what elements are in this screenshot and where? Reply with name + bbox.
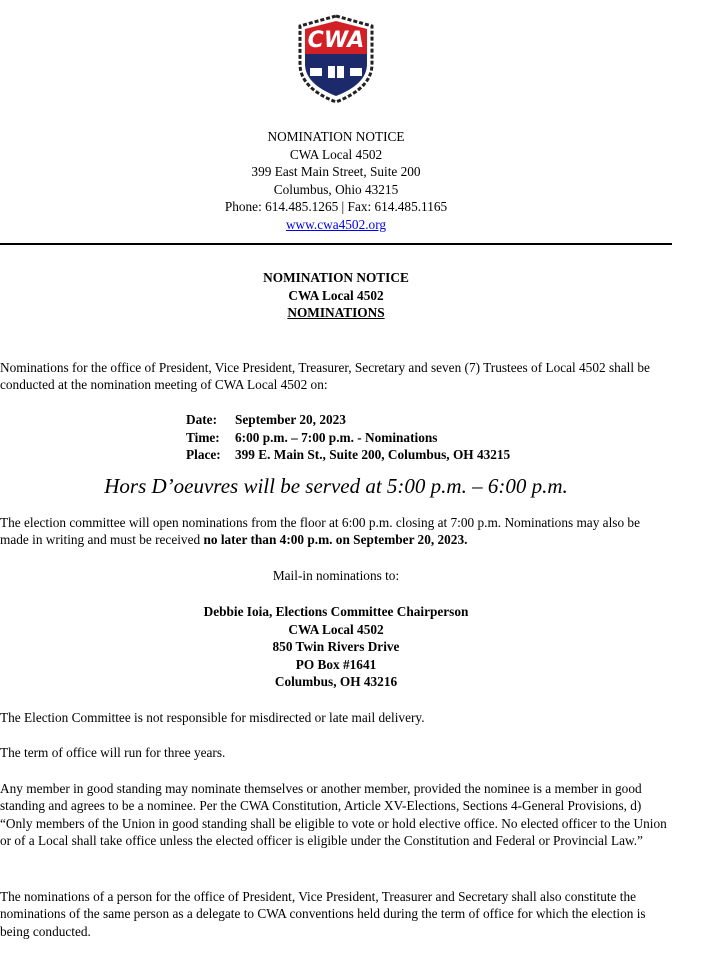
letterhead-line: Phone: 614.485.1265 | Fax: 614.485.1165: [224, 199, 448, 215]
address-line: PO Box #1641: [295, 656, 377, 672]
notice-title-nominations: NOMINATIONS: [287, 305, 385, 321]
detail-label: Time:: [186, 429, 220, 445]
detail-value: 399 E. Main St., Suite 200, Columbus, OH 43215: [235, 447, 511, 463]
detail-label: Place:: [186, 447, 221, 463]
header-divider: [0, 243, 672, 245]
detail-value: September 20, 2023: [235, 412, 346, 427]
mail-in-label: Mail-in nominations to:: [272, 568, 400, 583]
detail-label: Date:: [186, 412, 218, 427]
detail-value: 6:00 p.m. – 7:00 p.m. - Nominations: [235, 429, 438, 445]
letterhead: [0, 128, 672, 234]
website-link[interactable]: www.cwa4502.org: [285, 216, 387, 232]
letterhead-line: CWA Local 4502: [289, 146, 383, 162]
notice-title-line: NOMINATION NOTICE: [263, 270, 409, 285]
detail-row-time: [186, 429, 510, 447]
address-line: Columbus, OH 43216: [274, 674, 398, 690]
notice-title-line: CWA Local 4502: [288, 287, 384, 303]
not-responsible-paragraph: The Election Committee is not responsible for misdirected or late mail delivery.: [0, 710, 425, 725]
floor-text: The election committee will open nominations from the floor at 6:00 p.m. closing at 7:00 p.m. Nominations may also be made in writing and must be received: [0, 515, 640, 548]
letterhead-line: NOMINATION NOTICE: [267, 129, 405, 144]
address-line: Debbie Ioia, Elections Committee Chairperson: [203, 604, 469, 619]
letterhead-line: 399 East Main Street, Suite 200: [251, 164, 421, 180]
notice-title: [0, 269, 672, 322]
address-line: 850 Twin Rivers Drive: [272, 639, 400, 655]
detail-row-place: [186, 446, 510, 464]
good-standing-paragraph: Any member in good standing may nominate themselves or another member, provided the nominee is a member in good standing and agrees to be a nominee. Per the CWA Constitution, Article XV-Elections, Sections 4-General Provisions, d) “Only members of the Union in good standing shall be eligible to vote or hold elective office. No elected officer to the Union or of a Local shall take office unless the elected officer is eligible under the Constitution and Federal or Provincial Law.”: [0, 781, 667, 849]
floor-deadline: no later than 4:00 p.m. on September 20, 2023.: [203, 532, 468, 548]
mailing-address: [0, 603, 672, 691]
letterhead-line: Columbus, Ohio 43215: [273, 181, 399, 197]
address-line: CWA Local 4502: [288, 621, 384, 637]
intro-paragraph: Nominations for the office of President, Vice President, Treasurer, Secretary and seven (7) Trustees of Local 4502 shall be conducted at the nomination meeting of CWA Local 4502 on:: [0, 360, 650, 393]
cwa-logo: [296, 14, 376, 104]
term-paragraph: The term of office will run for three years.: [0, 745, 226, 760]
hors-doeuvres-notice: Hors D’oeuvres will be served at 5:00 p.m. – 6:00 p.m.: [104, 474, 568, 498]
floor-nominations-paragraph: [0, 514, 672, 549]
detail-row-date: [186, 411, 510, 429]
logo-text: CWA: [307, 28, 365, 53]
delegate-paragraph: The nominations of a person for the office of President, Vice President, Treasurer and Secretary shall also constitute the nominations of the same person as a delegate to CWA conventions held during the term of office for which the election is being conducted.: [0, 889, 646, 939]
meeting-details: [186, 411, 510, 464]
